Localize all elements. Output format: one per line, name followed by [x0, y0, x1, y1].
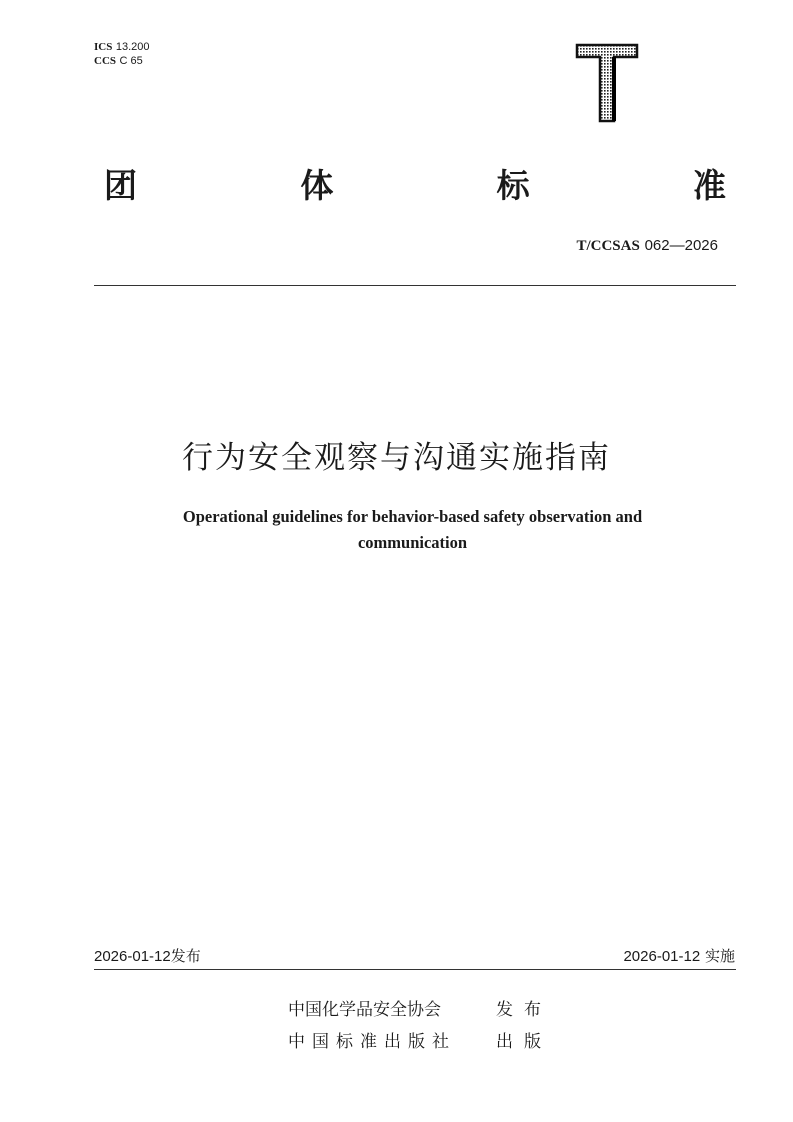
- implement-label: 实施: [704, 947, 735, 965]
- doc-type-char-4: 准: [692, 166, 726, 205]
- issue-date: [94, 945, 201, 966]
- ics-label: ICS: [94, 41, 113, 53]
- t-standard-logo: [574, 42, 640, 124]
- standard-prefix: T/CCSAS: [576, 238, 640, 254]
- standard-year-number: 062—2026: [644, 237, 718, 254]
- implement-date: [623, 945, 735, 966]
- doc-type-char-1: 团: [104, 166, 137, 205]
- ccs-line: [94, 54, 150, 68]
- chinese-title: 行为安全观察与沟通实施指南: [182, 440, 611, 476]
- ics-code: 13.200: [115, 41, 150, 53]
- classification-codes: [94, 40, 150, 68]
- ics-line: [94, 40, 150, 54]
- top-divider: [94, 285, 736, 286]
- ccs-code: C 65: [119, 55, 143, 67]
- bottom-divider: [94, 969, 736, 970]
- english-title: Operational guidelines for behavior-based safety observation and communication: [182, 507, 643, 552]
- doc-type-char-3: 标: [496, 166, 530, 205]
- publisher-row: [288, 994, 552, 1026]
- standard-number: [576, 236, 718, 255]
- printer-org: 中国标准出版社: [288, 1032, 456, 1052]
- doc-type-char-2: 体: [300, 166, 334, 205]
- issue-label: 发布: [170, 947, 201, 965]
- printer-action: 出版: [496, 1032, 552, 1052]
- implement-date-value: 2026-01-12: [623, 948, 701, 965]
- publisher-block: [288, 994, 552, 1058]
- publisher-action: 发布: [496, 1000, 552, 1020]
- issue-date-value: 2026-01-12: [94, 948, 171, 965]
- ccs-label: CCS: [94, 55, 117, 67]
- publisher-org: 中国化学品安全协会: [288, 1000, 441, 1020]
- printer-row: [288, 1026, 552, 1058]
- document-type: [104, 160, 726, 207]
